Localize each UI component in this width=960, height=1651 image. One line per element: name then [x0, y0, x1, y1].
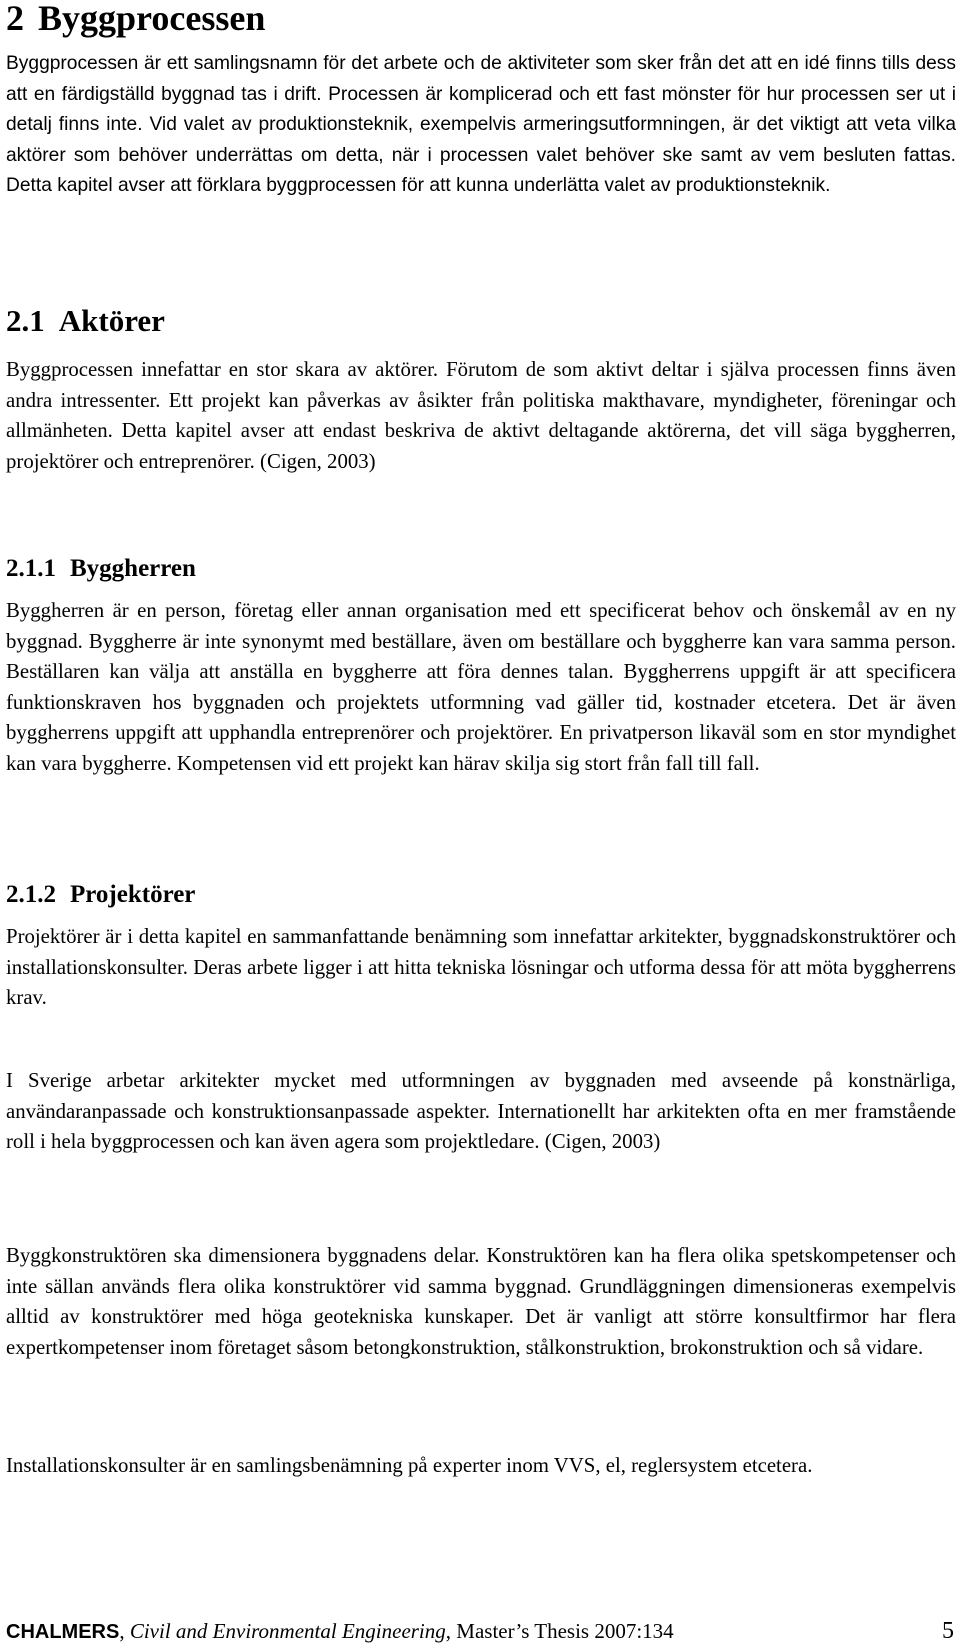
- chapter-number: 2: [6, 0, 24, 38]
- subsection-title: Byggherren: [70, 555, 196, 582]
- subsection-heading-projektorer: [6, 880, 195, 910]
- projektorer-paragraph-4: Installationskonsulter är en samlingsbenämning på experter inom VVS, el, reglersystem etcetera.: [6, 1454, 813, 1477]
- footer-separator: ,: [119, 1619, 130, 1643]
- page-footer: [6, 1615, 954, 1647]
- page-number: 5: [942, 1618, 954, 1644]
- footer-department: Civil and Environmental Engineering: [129, 1619, 446, 1643]
- subsection-number: 2.1.2: [6, 881, 56, 908]
- footer-brand: CHALMERS: [6, 1621, 120, 1643]
- subsection-number: 2.1.1: [6, 555, 56, 582]
- section-title: Aktörer: [58, 303, 165, 338]
- chapter-intro-paragraph: Byggprocessen är ett samlingsnamn för det arbete och de aktiviteter som sker från det att en idé finns tills dess att en färdigställd byggnad tas i drift. Processen är komplicerad och ett fast mönster för hur processen ser ut i detalj finns inte. Vid valet av produktionsteknik, exempelvis armeringsutformningen, är det viktigt att veta vilka aktörer som behöver underrättas om detta, när i processen valet behöver ske samt av vem besluten fattas. Detta kapitel avser att förklara byggprocessen för att kunna underlätta valet av produktionsteknik.: [6, 53, 956, 196]
- projektorer-paragraph-1: Projektörer är i detta kapitel en sammanfattande benämning som innefattar arkitekter, byggnadskonstruktörer och installationskonsulter. Deras arbete ligger i att hitta tekniska lösningar och utforma dessa för att möta byggherrens krav.: [6, 925, 956, 1009]
- section-number: 2.1: [6, 303, 45, 338]
- byggherren-paragraph: Byggherren är en person, företag eller annan organisation med ett specificerat behov och önskemål av en ny byggnad. Byggherre är inte synonymt med beställare, även om beställare och byggherre kan vara samma person. Beställaren kan välja att anställa en byggherre att föra dennes talan. Byggherrens uppgift är att specificera funktionskraven hos byggnaden och projektets utformning vad gäller tid, kostnader etcetera. Det är även byggherrens uppgift att upphandla entreprenörer och projektörer. En privatperson likaväl som en stor myndighet kan vara byggherre. Kompetensen vid ett projekt kan härav skilja sig stort från fall till fall.: [6, 599, 956, 775]
- footer-thesis: , Master’s Thesis 2007:134: [445, 1619, 674, 1643]
- aktorer-paragraph: Byggprocessen innefattar en stor skara av aktörer. Förutom de som aktivt deltar i själva processen finns även andra intressenter. Ett projekt kan påverkas av åsikter från politiska makthavare, myndigheter, föreningar och allmänheten. Detta kapitel avser att endast beskriva de aktivt deltagande aktörerna, det vill säga byggherren, projektörer och entreprenörer. (Cigen, 2003): [6, 358, 956, 473]
- subsection-title: Projektörer: [70, 881, 196, 908]
- section-heading-aktorer: [6, 303, 165, 339]
- projektorer-paragraph-3: Byggkonstruktören ska dimensionera byggnadens delar. Konstruktören kan ha flera olika spetskompetenser och inte sällan används flera olika konstruktörer vid samma byggnad. Grundläggningen dimensioneras exempelvis alltid av konstruktörer med höga geotekniska kunskaper. Det är vanligt att större konsultfirmor har flera expertkompetenser inom företaget såsom betongkonstruktion, stålkonstruktion, brokonstruktion och så vidare.: [6, 1244, 956, 1359]
- projektorer-paragraph-2: I Sverige arbetar arkitekter mycket med utformningen av byggnaden med avseende på konstnärliga, användaranpassade och konstruktionsanpassade aspekter. Internationellt har arkitekten ofta en mer framstående roll i hela byggprocessen och kan även agera som projektledare. (Cigen, 2003): [6, 1069, 956, 1153]
- chapter-heading: [6, 0, 265, 38]
- chapter-title: Byggprocessen: [38, 0, 266, 38]
- subsection-heading-byggherren: [6, 554, 196, 584]
